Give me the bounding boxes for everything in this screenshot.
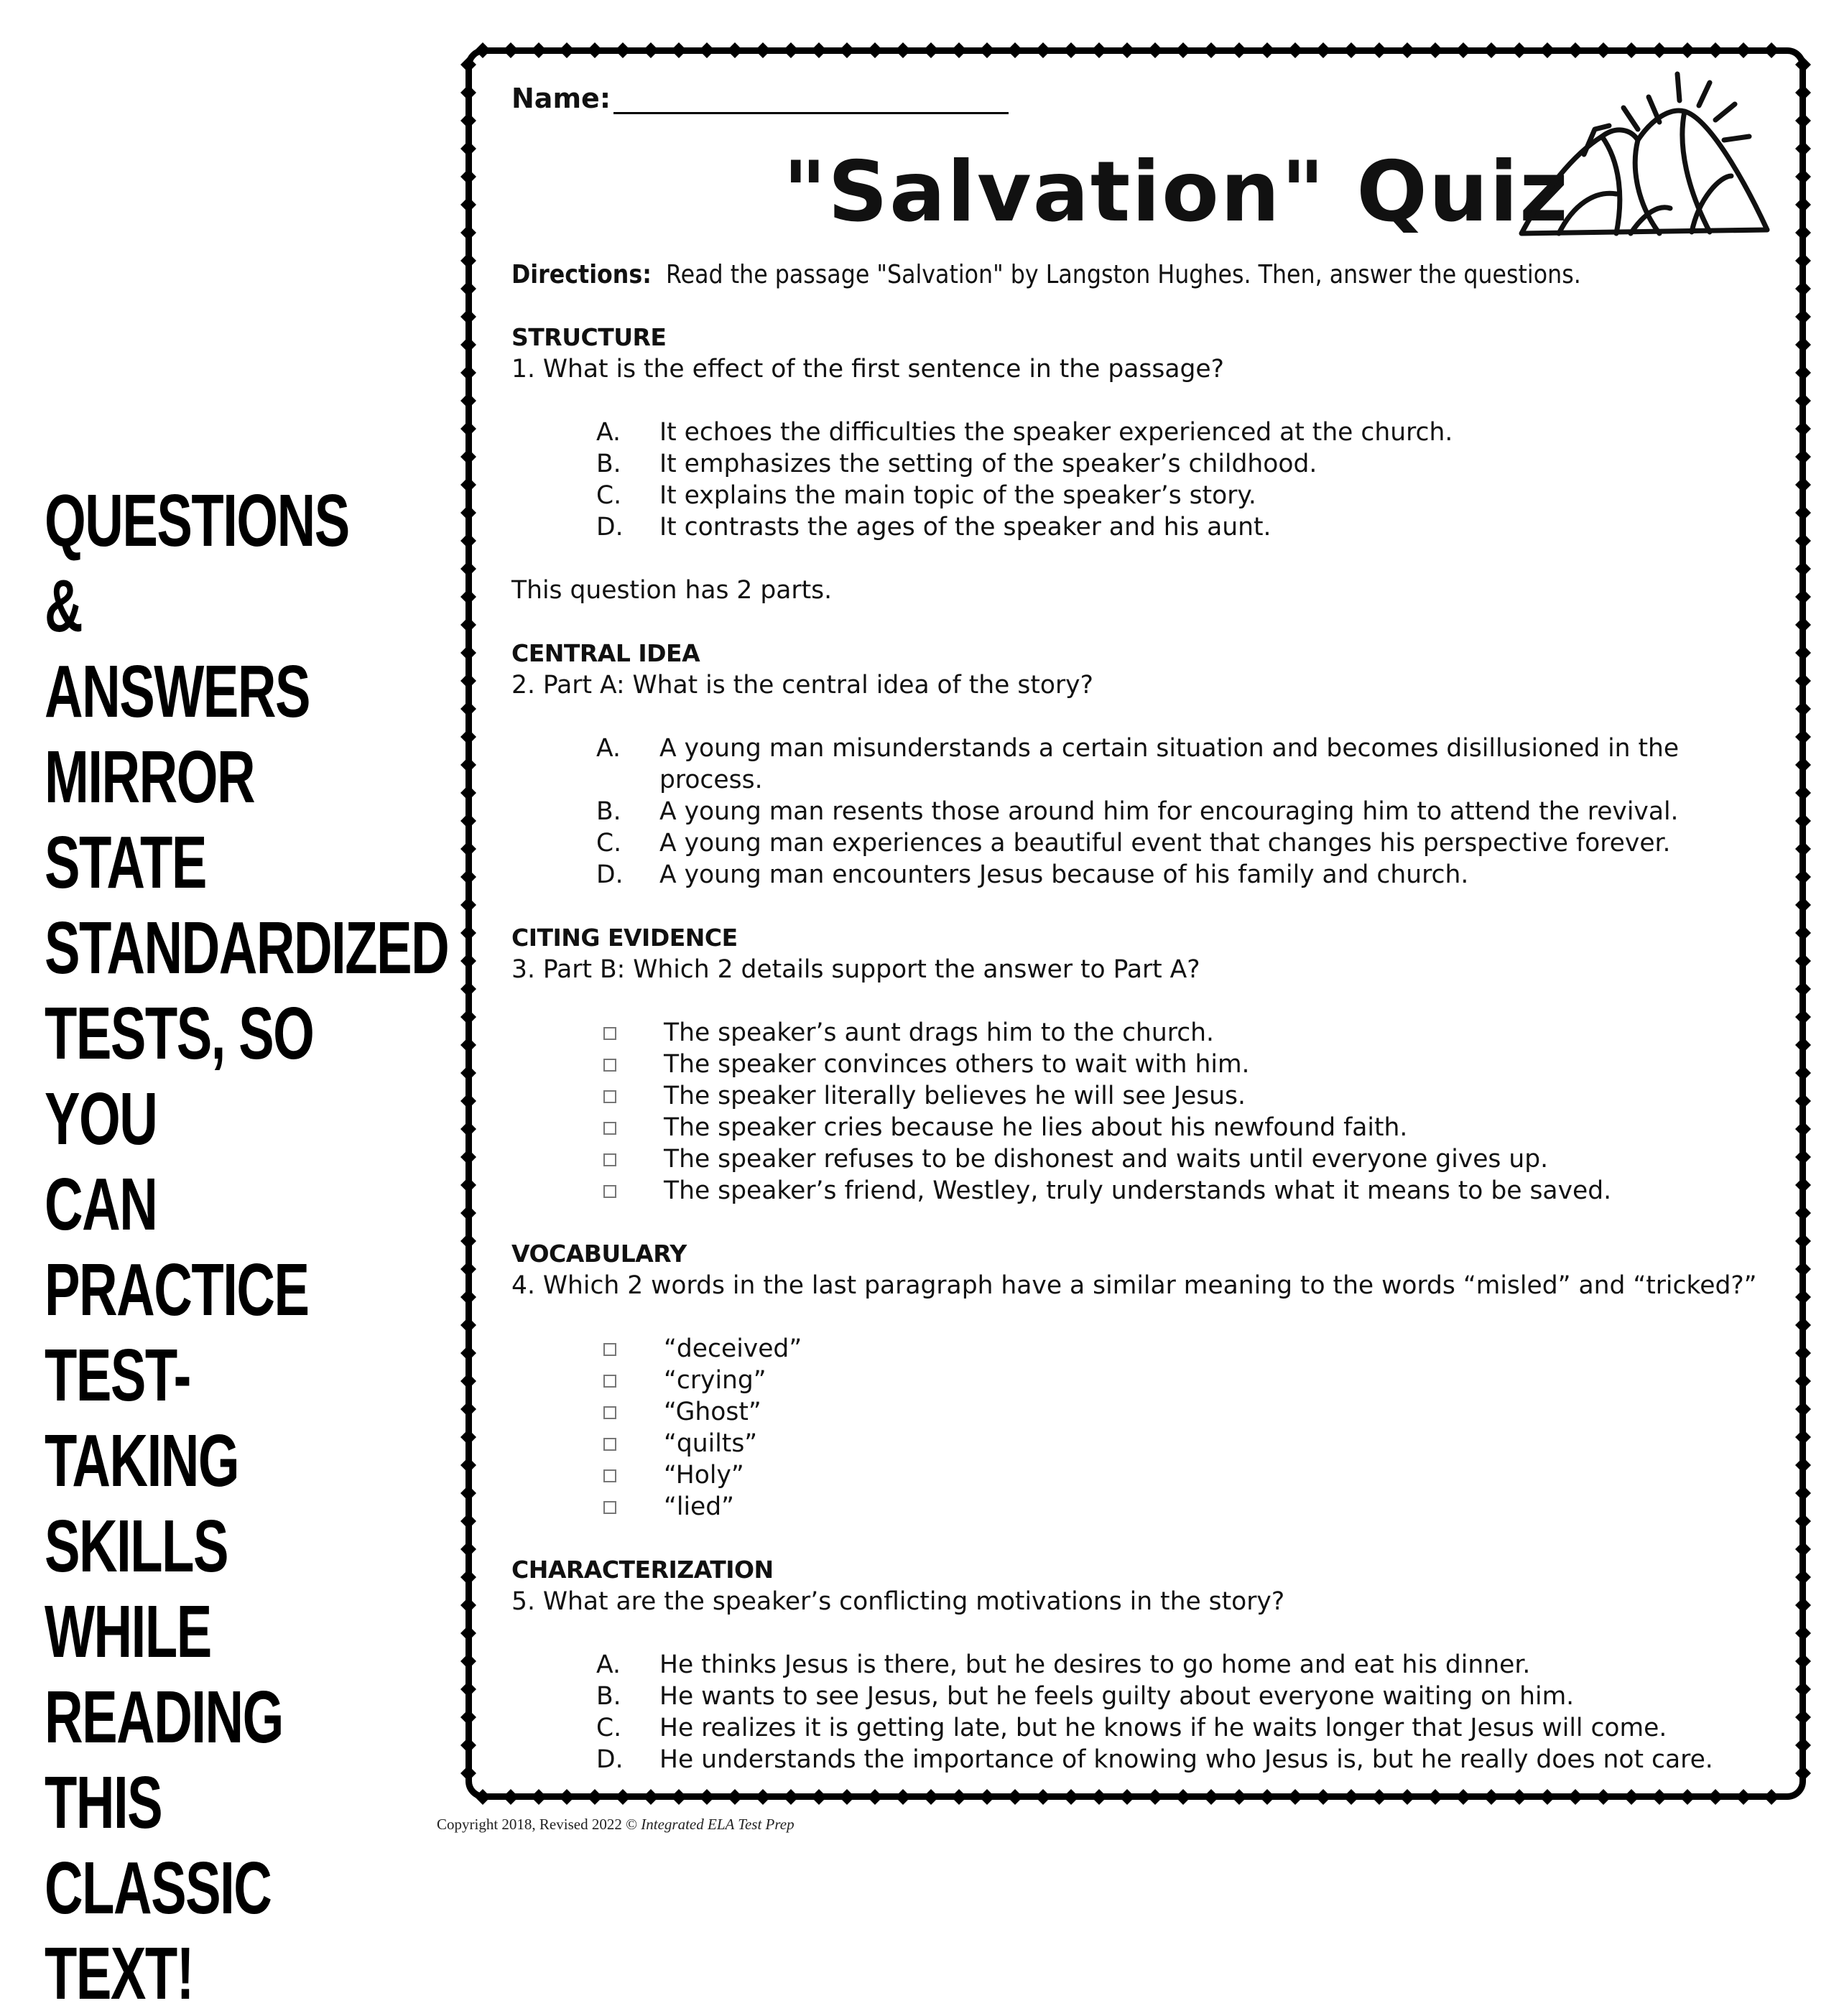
option-text: The speaker literally believes he will see Jesus. [664,1082,1246,1110]
q1-option-c[interactable] [596,480,1761,511]
checkbox[interactable] [603,1027,616,1040]
q5-question: 5. What are the speaker’s conflicting motivations in the story? [511,1587,1285,1616]
q5-option-b[interactable] [596,1681,1761,1712]
option-text: “Ghost” [664,1398,761,1426]
checkbox[interactable] [603,1375,616,1388]
option-text: A young man misunderstands a certain situation and becomes disillusioned in the process. [659,734,1680,794]
q2-option-d[interactable] [596,859,1761,891]
q1-option-d[interactable] [596,511,1761,543]
option-text: He wants to see Jesus, but he feels guilty about everyone waiting on him. [659,1682,1575,1711]
checkbox[interactable] [603,1153,616,1166]
quiz-title: "Salvation" Quiz [783,144,1570,241]
q1-option-a[interactable] [596,417,1761,448]
option-text: He realizes it is getting late, but he knows if he waits longer that Jesus will come. [659,1714,1667,1742]
option-letter: B. [596,1682,621,1711]
name-field [511,80,1009,114]
option-text: It contrasts the ages of the speaker and his aunt. [659,513,1271,542]
option-text: The speaker’s aunt drags him to the church. [664,1018,1215,1047]
option-letter: A. [596,1650,621,1679]
option-letter: C. [596,829,622,858]
option-text: A young man experiences a beautiful event that changes his perspective forever. [659,829,1671,858]
q2-options [596,733,1761,891]
option-text: “crying” [664,1366,766,1395]
option-letter: D. [596,1745,624,1774]
q3-heading: CITING EVIDENCE [511,924,738,952]
quiz-content [511,322,1761,1775]
q2-option-c[interactable] [596,827,1761,859]
q5-option-d[interactable] [596,1744,1761,1775]
q4-options [596,1333,1761,1523]
option-text: “quilts” [664,1429,758,1458]
directions [511,260,1581,289]
option-letter: A. [596,418,621,447]
name-label: Name: [511,83,611,114]
option-letter: A. [596,734,621,763]
option-text: The speaker convinces others to wait with him. [664,1050,1250,1079]
promo-text: QUESTIONS & ANSWERS MIRROR STATE STANDARDIZED TESTS, SO YOU CAN PRACTICE TEST-TAKING SKILLS WHILE READING THIS CLASSIC TEXT! [45,479,449,2015]
q1-question: 1. What is the effect of the first sentence in the passage? [511,355,1224,384]
q2-heading: CENTRAL IDEA [511,639,700,667]
q3-option[interactable] [596,1112,1761,1143]
option-letter: C. [596,1714,622,1742]
copyright-prefix: Copyright 2018, Revised 2022 © [437,1816,638,1833]
option-text: The speaker refuses to be dishonest and waits until everyone gives up. [664,1145,1549,1174]
checkbox[interactable] [603,1406,616,1419]
q3-option[interactable] [596,1049,1761,1080]
checkbox[interactable] [603,1438,616,1451]
option-text: The speaker’s friend, Westley, truly understands what it means to be saved. [664,1176,1612,1205]
q5-option-c[interactable] [596,1712,1761,1744]
q4-option[interactable] [596,1396,1761,1428]
option-letter: C. [596,481,622,510]
option-text: A young man encounters Jesus because of his family and church. [659,860,1469,889]
checkbox[interactable] [603,1501,616,1514]
q2-question: 2. Part A: What is the central idea of the story? [511,671,1093,700]
option-letter: B. [596,797,621,826]
option-text: A young man resents those around him for encouraging him to attend the revival. [659,797,1679,826]
option-text: “Holy” [664,1461,744,1490]
option-text: It echoes the difficulties the speaker experienced at the church. [659,418,1453,447]
checkbox[interactable] [603,1059,616,1072]
option-letter: D. [596,513,624,542]
directions-text: Read the passage "Salvation" by Langston Hughes. Then, answer the questions. [666,260,1581,289]
checkbox[interactable] [603,1185,616,1198]
q4-option[interactable] [596,1491,1761,1523]
option-text: The speaker cries because he lies about his newfound faith. [664,1113,1408,1142]
copyright-owner: Integrated ELA Test Prep [641,1816,795,1833]
q4-heading: VOCABULARY [511,1240,687,1268]
option-letter: B. [596,450,621,478]
q3-option[interactable] [596,1017,1761,1049]
q2-option-a[interactable] [596,733,1761,796]
q5-heading: CHARACTERIZATION [511,1556,774,1584]
q5-option-a[interactable] [596,1649,1761,1681]
copyright-notice [437,1816,795,1834]
two-parts-note: This question has 2 parts. [511,576,833,605]
checkbox[interactable] [603,1469,616,1482]
name-line[interactable] [613,80,1009,114]
q5-options [596,1649,1761,1775]
option-text: It explains the main topic of the speaker’s story. [659,481,1256,510]
q4-option[interactable] [596,1365,1761,1396]
q4-option[interactable] [596,1459,1761,1491]
q4-option[interactable] [596,1333,1761,1365]
q2-option-b[interactable] [596,796,1761,827]
option-text: He thinks Jesus is there, but he desires to go home and eat his dinner. [659,1650,1531,1679]
q4-question: 4. Which 2 words in the last paragraph have a similar meaning to the words “misled” and “tricked?” [511,1271,1757,1300]
q3-option[interactable] [596,1080,1761,1112]
q3-option[interactable] [596,1143,1761,1175]
q1-heading: STRUCTURE [511,323,667,351]
option-letter: D. [596,860,624,889]
option-text: It emphasizes the setting of the speaker’s childhood. [659,450,1317,478]
q3-option[interactable] [596,1175,1761,1207]
checkbox[interactable] [603,1090,616,1103]
option-text: “deceived” [664,1334,802,1363]
q3-options [596,1017,1761,1207]
q3-question: 3. Part B: Which 2 details support the answer to Part A? [511,955,1200,984]
mountain-sun-icon [1516,68,1774,241]
q1-options [596,417,1761,543]
checkbox[interactable] [603,1343,616,1356]
q1-option-b[interactable] [596,448,1761,480]
checkbox[interactable] [603,1122,616,1135]
option-text: “lied” [664,1492,735,1521]
directions-label: Directions: [511,260,652,289]
q4-option[interactable] [596,1428,1761,1459]
option-text: He understands the importance of knowing who Jesus is, but he really does not care. [659,1745,1713,1774]
